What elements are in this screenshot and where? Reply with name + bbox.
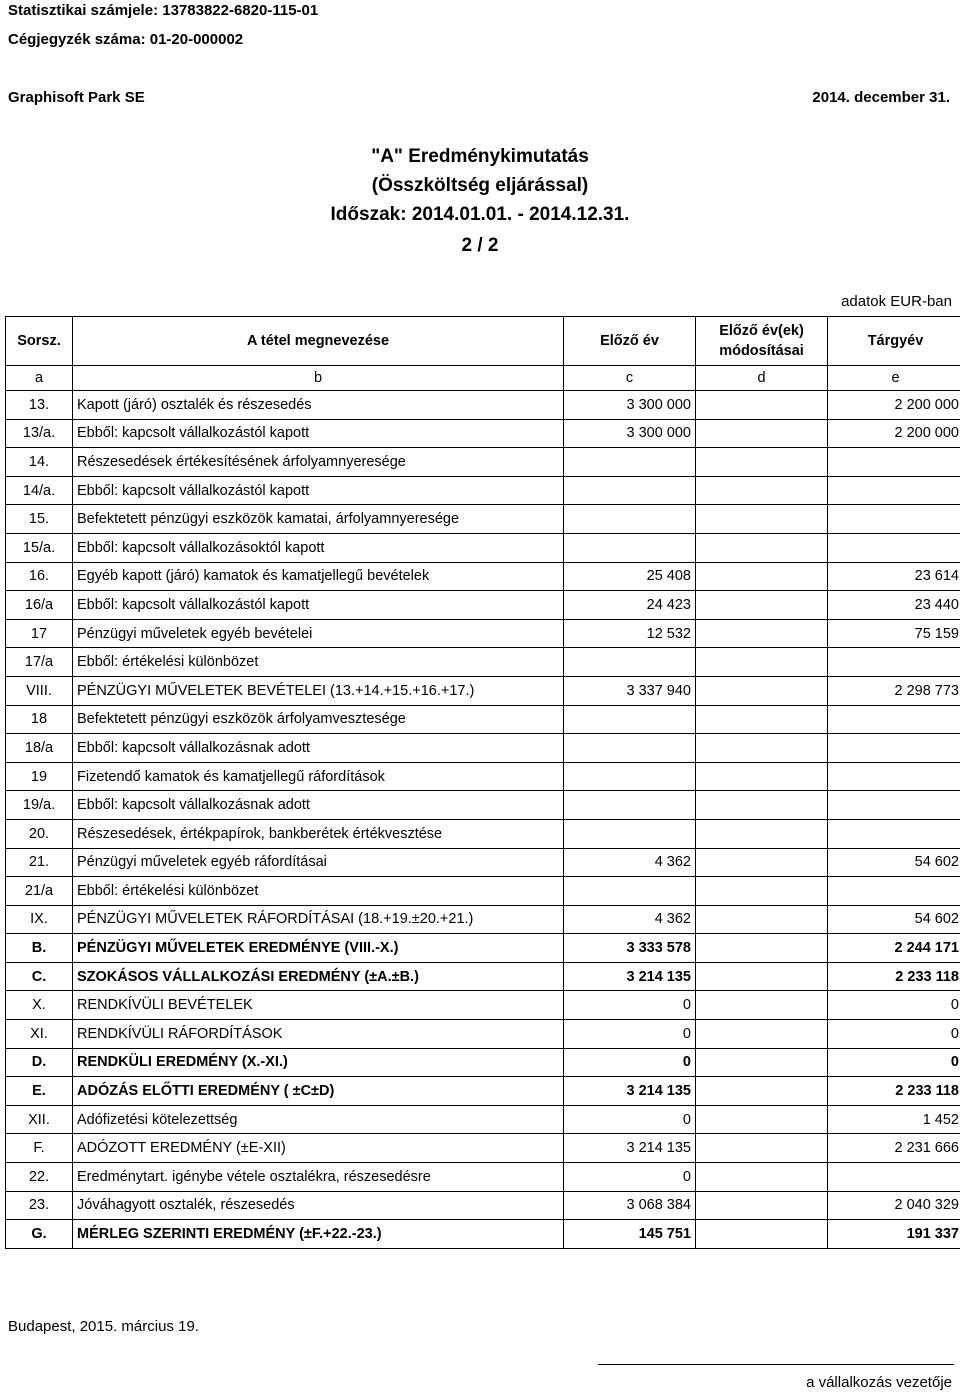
row-previous-year: [564, 505, 696, 534]
row-name: ADÓZOTT EREDMÉNY (±E-XII): [73, 1134, 564, 1163]
table-row: [6, 962, 960, 991]
row-current-year: [828, 791, 960, 820]
row-current-year: 54 602: [828, 905, 960, 934]
statistical-id: Statisztikai számjele: 13783822-6820-115-01: [8, 2, 319, 19]
row-previous-year: 3 214 135: [564, 962, 696, 991]
row-name: Ebből: értékelési különbözet: [73, 877, 564, 906]
row-name: RENDKÍVÜLI RÁFORDÍTÁSOK: [73, 1020, 564, 1049]
row-code: 17: [6, 619, 73, 648]
row-modifications: [696, 1191, 828, 1220]
row-previous-year: 145 751: [564, 1220, 696, 1249]
table-row: [6, 505, 960, 534]
table-row: [6, 934, 960, 963]
letter-e: e: [828, 366, 960, 391]
row-current-year: [828, 648, 960, 677]
row-modifications: [696, 676, 828, 705]
row-code: B.: [6, 934, 73, 963]
row-code: 16/a: [6, 591, 73, 620]
row-previous-year: [564, 533, 696, 562]
row-code: E.: [6, 1077, 73, 1106]
report-method: (Összköltség eljárással): [371, 175, 589, 196]
row-modifications: [696, 962, 828, 991]
row-modifications: [696, 562, 828, 591]
row-name: Adófizetési kötelezettség: [73, 1105, 564, 1134]
row-name: ADÓZÁS ELŐTTI EREDMÉNY ( ±C±D): [73, 1077, 564, 1106]
row-previous-year: 3 068 384: [564, 1191, 696, 1220]
row-code: 14.: [6, 448, 73, 477]
row-modifications: [696, 533, 828, 562]
row-name: PÉNZÜGYI MŰVELETEK BEVÉTELEI (13.+14.+15.+16.+17.): [73, 676, 564, 705]
row-code: IX.: [6, 905, 73, 934]
row-current-year: [828, 533, 960, 562]
page-number: 2 / 2: [461, 235, 499, 256]
row-previous-year: [564, 705, 696, 734]
table-row: [6, 1134, 960, 1163]
row-name: Ebből: kapcsolt vállalkozásnak adott: [73, 734, 564, 763]
row-code: 19/a.: [6, 791, 73, 820]
row-modifications: [696, 476, 828, 505]
row-code: 18/a: [6, 734, 73, 763]
row-modifications: [696, 734, 828, 763]
row-modifications: [696, 448, 828, 477]
row-code: 20.: [6, 819, 73, 848]
row-previous-year: 12 532: [564, 619, 696, 648]
table-row: [6, 848, 960, 877]
row-name: Ebből: értékelési különbözet: [73, 648, 564, 677]
table-row: [6, 905, 960, 934]
row-previous-year: 3 300 000: [564, 419, 696, 448]
row-modifications: [696, 1048, 828, 1077]
row-modifications: [696, 1105, 828, 1134]
row-name: PÉNZÜGYI MŰVELETEK EREDMÉNYE (VIII.-X.): [73, 934, 564, 963]
row-name: Ebből: kapcsolt vállalkozásnak adott: [73, 791, 564, 820]
row-current-year: 191 337: [828, 1220, 960, 1249]
row-name: Ebből: kapcsolt vállalkozástól kapott: [73, 476, 564, 505]
row-modifications: [696, 1163, 828, 1192]
row-previous-year: [564, 648, 696, 677]
row-code: 16.: [6, 562, 73, 591]
row-previous-year: 0: [564, 1105, 696, 1134]
row-current-year: 23 614: [828, 562, 960, 591]
row-name: RENDKÜLI EREDMÉNY (X.-XI.): [73, 1048, 564, 1077]
row-current-year: 23 440: [828, 591, 960, 620]
currency-note: adatok EUR-ban: [841, 293, 952, 310]
header-code: Sorsz.: [6, 317, 73, 366]
row-current-year: 2 298 773: [828, 676, 960, 705]
report-title: "A" Eredménykimutatás: [371, 146, 589, 167]
row-current-year: 54 602: [828, 848, 960, 877]
table-row: [6, 676, 960, 705]
row-name: Jóváhagyott osztalék, részesedés: [73, 1191, 564, 1220]
row-current-year: 2 200 000: [828, 419, 960, 448]
row-name: Fizetendő kamatok és kamatjellegű ráfordítások: [73, 762, 564, 791]
company-name: Graphisoft Park SE: [8, 89, 145, 106]
row-code: 19: [6, 762, 73, 791]
row-current-year: 75 159: [828, 619, 960, 648]
row-previous-year: 3 300 000: [564, 391, 696, 420]
row-modifications: [696, 848, 828, 877]
place-and-date: Budapest, 2015. március 19.: [8, 1318, 199, 1335]
row-current-year: 0: [828, 1020, 960, 1049]
row-current-year: [828, 448, 960, 477]
table-row: [6, 1048, 960, 1077]
letter-a: a: [6, 366, 73, 391]
row-name: Részesedések értékesítésének árfolyamnyeresége: [73, 448, 564, 477]
row-name: Ebből: kapcsolt vállalkozástól kapott: [73, 591, 564, 620]
row-modifications: [696, 1220, 828, 1249]
table-row: [6, 419, 960, 448]
row-current-year: 2 231 666: [828, 1134, 960, 1163]
row-previous-year: [564, 877, 696, 906]
header-modifications-line1: Előző év(ek): [719, 323, 804, 339]
row-current-year: [828, 505, 960, 534]
table-row: [6, 648, 960, 677]
row-name: PÉNZÜGYI MŰVELETEK RÁFORDÍTÁSAI (18.+19.±20.+21.): [73, 905, 564, 934]
row-code: VIII.: [6, 676, 73, 705]
row-previous-year: [564, 476, 696, 505]
row-modifications: [696, 1134, 828, 1163]
signature-line: [598, 1364, 954, 1365]
row-current-year: 2 040 329: [828, 1191, 960, 1220]
row-current-year: [828, 819, 960, 848]
row-current-year: 0: [828, 1048, 960, 1077]
row-previous-year: 4 362: [564, 905, 696, 934]
row-code: 22.: [6, 1163, 73, 1192]
row-modifications: [696, 619, 828, 648]
row-current-year: 2 200 000: [828, 391, 960, 420]
row-previous-year: 24 423: [564, 591, 696, 620]
row-previous-year: [564, 791, 696, 820]
column-letters-row: [6, 366, 960, 391]
row-name: Egyéb kapott (járó) kamatok és kamatjellegű bevételek: [73, 562, 564, 591]
row-previous-year: 3 337 940: [564, 676, 696, 705]
row-modifications: [696, 705, 828, 734]
row-code: 18: [6, 705, 73, 734]
row-code: 14/a.: [6, 476, 73, 505]
row-modifications: [696, 648, 828, 677]
row-name: Eredménytart. igénybe vétele osztalékra, részesedésre: [73, 1163, 564, 1192]
table-header-row: [6, 317, 960, 366]
row-code: G.: [6, 1220, 73, 1249]
header-modifications: [696, 317, 828, 366]
row-modifications: [696, 934, 828, 963]
row-previous-year: [564, 762, 696, 791]
row-modifications: [696, 1077, 828, 1106]
table-row: [6, 562, 960, 591]
table-row: [6, 991, 960, 1020]
row-previous-year: 0: [564, 1163, 696, 1192]
table-row: [6, 448, 960, 477]
row-previous-year: 0: [564, 1048, 696, 1077]
letter-c: c: [564, 366, 696, 391]
row-previous-year: 0: [564, 991, 696, 1020]
row-name: Pénzügyi műveletek egyéb ráfordításai: [73, 848, 564, 877]
row-code: F.: [6, 1134, 73, 1163]
row-name: Ebből: kapcsolt vállalkozásoktól kapott: [73, 533, 564, 562]
table-row: [6, 734, 960, 763]
row-current-year: 0: [828, 991, 960, 1020]
row-code: XII.: [6, 1105, 73, 1134]
row-current-year: [828, 734, 960, 763]
table-row: [6, 391, 960, 420]
table-row: [6, 1077, 960, 1106]
company-registration-number: Cégjegyzék száma: 01-20-000002: [8, 31, 244, 48]
row-current-year: [828, 476, 960, 505]
row-code: 21/a: [6, 877, 73, 906]
row-previous-year: 3 214 135: [564, 1077, 696, 1106]
table-row: [6, 819, 960, 848]
signature-label: a vállalkozás vezetője: [806, 1374, 952, 1391]
table-row: [6, 1163, 960, 1192]
row-code: 17/a: [6, 648, 73, 677]
header-name: A tétel megnevezése: [73, 317, 564, 366]
header-modifications-line2: módosításai: [719, 343, 804, 359]
table-row: [6, 1191, 960, 1220]
row-name: RENDKÍVÜLI BEVÉTELEK: [73, 991, 564, 1020]
table-row: [6, 476, 960, 505]
row-code: C.: [6, 962, 73, 991]
row-name: Kapott (járó) osztalék és részesedés: [73, 391, 564, 420]
header-current-year: Tárgyév: [828, 317, 960, 366]
row-previous-year: 0: [564, 1020, 696, 1049]
table-row: [6, 877, 960, 906]
row-current-year: 1 452: [828, 1105, 960, 1134]
row-name: MÉRLEG SZERINTI EREDMÉNY (±F.+22.-23.): [73, 1220, 564, 1249]
row-modifications: [696, 1020, 828, 1049]
row-previous-year: [564, 819, 696, 848]
row-code: 23.: [6, 1191, 73, 1220]
table-row: [6, 705, 960, 734]
row-current-year: [828, 705, 960, 734]
row-previous-year: 4 362: [564, 848, 696, 877]
row-modifications: [696, 505, 828, 534]
table-row: [6, 762, 960, 791]
row-name: Pénzügyi műveletek egyéb bevételei: [73, 619, 564, 648]
header-previous-year: Előző év: [564, 317, 696, 366]
row-modifications: [696, 419, 828, 448]
row-modifications: [696, 819, 828, 848]
table-row: [6, 1020, 960, 1049]
row-code: 21.: [6, 848, 73, 877]
income-statement-table: [5, 316, 960, 1249]
table-row: [6, 1105, 960, 1134]
table-row: [6, 533, 960, 562]
row-previous-year: 3 214 135: [564, 1134, 696, 1163]
row-name: SZOKÁSOS VÁLLALKOZÁSI EREDMÉNY (±A.±B.): [73, 962, 564, 991]
row-current-year: [828, 1163, 960, 1192]
row-code: D.: [6, 1048, 73, 1077]
row-name: Részesedések, értékpapírok, bankberétek értékvesztése: [73, 819, 564, 848]
row-code: XI.: [6, 1020, 73, 1049]
row-previous-year: [564, 448, 696, 477]
row-code: 13/a.: [6, 419, 73, 448]
table-row: [6, 1220, 960, 1249]
row-current-year: 2 233 118: [828, 1077, 960, 1106]
row-name: Ebből: kapcsolt vállalkozástól kapott: [73, 419, 564, 448]
row-current-year: 2 244 171: [828, 934, 960, 963]
row-modifications: [696, 791, 828, 820]
row-code: 15/a.: [6, 533, 73, 562]
row-previous-year: 25 408: [564, 562, 696, 591]
row-modifications: [696, 591, 828, 620]
row-name: Befektetett pénzügyi eszközök árfolyamvesztesége: [73, 705, 564, 734]
letter-d: d: [696, 366, 828, 391]
row-modifications: [696, 762, 828, 791]
row-name: Befektetett pénzügyi eszközök kamatai, árfolyamnyeresége: [73, 505, 564, 534]
row-modifications: [696, 905, 828, 934]
letter-b: b: [73, 366, 564, 391]
row-current-year: 2 233 118: [828, 962, 960, 991]
row-current-year: [828, 877, 960, 906]
row-code: 15.: [6, 505, 73, 534]
report-period: Időszak: 2014.01.01. - 2014.12.31.: [330, 204, 630, 225]
row-previous-year: [564, 734, 696, 763]
table-row: [6, 591, 960, 620]
row-previous-year: 3 333 578: [564, 934, 696, 963]
row-modifications: [696, 391, 828, 420]
table-row: [6, 791, 960, 820]
row-current-year: [828, 762, 960, 791]
row-modifications: [696, 991, 828, 1020]
table-row: [6, 619, 960, 648]
row-code: X.: [6, 991, 73, 1020]
row-modifications: [696, 877, 828, 906]
row-code: 13.: [6, 391, 73, 420]
report-date: 2014. december 31.: [812, 89, 950, 106]
